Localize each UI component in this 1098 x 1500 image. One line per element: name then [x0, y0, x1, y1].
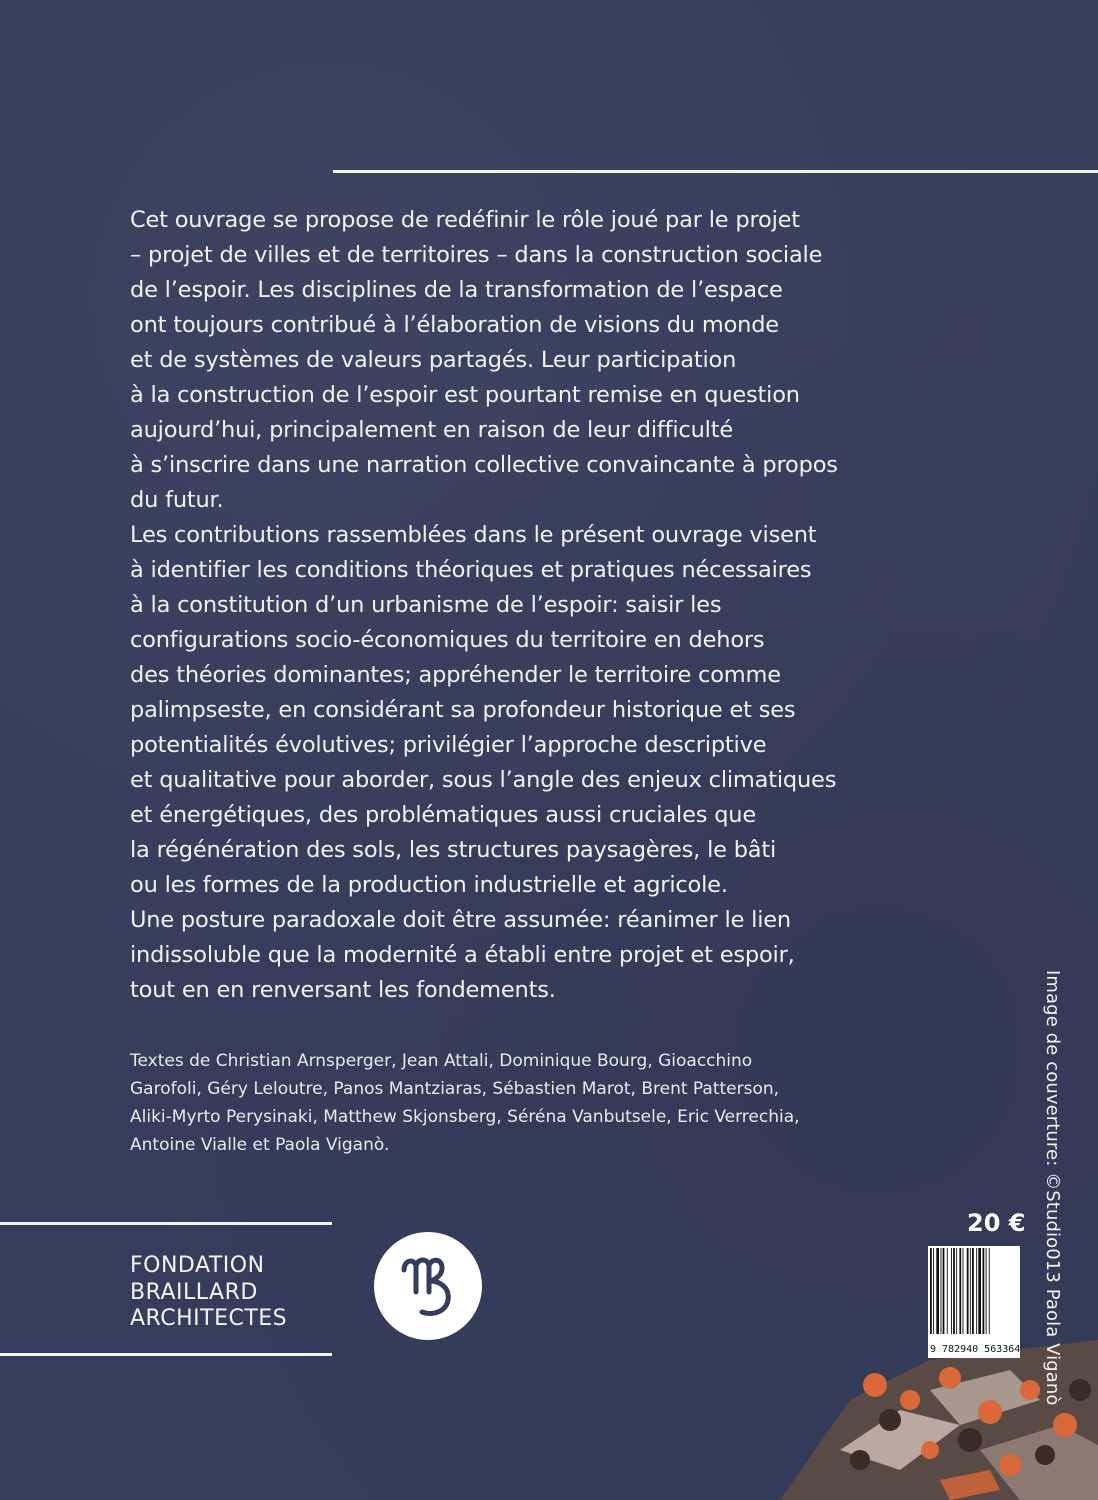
- description-line: du futur.: [130, 487, 224, 513]
- barcode-bar: [986, 1248, 987, 1334]
- authors-list: [130, 1047, 890, 1159]
- publisher-logo-icon: [374, 1232, 482, 1340]
- description-line: et qualitative pour aborder, sous l’angle des enjeux climatiques: [130, 767, 837, 793]
- authors-line: Textes de Christian Arnsperger, Jean Attali, Dominique Bourg, Gioacchino: [130, 1051, 753, 1071]
- publisher-top-divider: [0, 1222, 332, 1225]
- barcode-bar: [972, 1248, 974, 1334]
- description-line: ont toujours contribué à l’élaboration de visions du monde: [130, 312, 779, 338]
- top-divider: [333, 170, 1098, 173]
- barcode-bar: [970, 1248, 971, 1334]
- barcode-bar: [967, 1248, 969, 1334]
- publisher-line: ARCHITECTES: [130, 1306, 288, 1331]
- publisher-line: FONDATION: [130, 1253, 265, 1278]
- barcode-bar: [978, 1248, 981, 1334]
- description-line: Cet ouvrage se propose de redéfinir le rôle joué par le projet: [130, 207, 800, 233]
- price-label: 20 €: [967, 1209, 1026, 1237]
- barcode-bar: [989, 1248, 990, 1334]
- description-line: potentialités évolutives; privilégier l’approche descriptive: [130, 732, 767, 758]
- description-line: aujourd’hui, principalement en raison de leur difficulté: [130, 417, 733, 443]
- description-line: la régénération des sols, les structures paysagères, le bâti: [130, 837, 777, 863]
- barcode-bar: [936, 1248, 939, 1334]
- authors-line: Aliki-Myrto Perysinaki, Matthew Skjonsberg, Séréna Vanbutsele, Eric Verrechia,: [130, 1107, 800, 1127]
- cover-credit: Image de couverture: ©Studio013 Paola Viganò: [1042, 970, 1063, 1406]
- barcode-bar: [930, 1248, 932, 1334]
- publisher-line: BRAILLARD: [130, 1279, 258, 1305]
- description-line: à la constitution d’un urbanisme de l’espoir: saisir les: [130, 592, 722, 618]
- publisher-bottom-divider: [0, 1353, 332, 1356]
- description-line: ou les formes de la production industrielle et agricole.: [130, 872, 728, 898]
- description-line: – projet de villes et de territoires – dans la construction sociale: [130, 242, 823, 268]
- authors-line: Garofoli, Géry Leloutre, Panos Mantziaras, Sébastien Marot, Brent Patterson,: [130, 1079, 780, 1099]
- isbn-digits: 9 782940 563364: [930, 1344, 1020, 1355]
- barcode-bar: [963, 1248, 964, 1334]
- barcode-bar: [933, 1248, 934, 1334]
- barcode-bar: [956, 1248, 957, 1334]
- barcode-bar: [953, 1248, 955, 1334]
- description-line: palimpseste, en considérant sa profondeur historique et ses: [130, 697, 796, 723]
- publisher-name: [130, 1253, 287, 1333]
- isbn-barcode: [928, 1246, 1020, 1358]
- description-line: à la construction de l’espoir est pourtant remise en question: [130, 382, 800, 408]
- barcode-bar: [951, 1248, 952, 1334]
- description-line: à identifier les conditions théoriques et pratiques nécessaires: [130, 557, 812, 583]
- barcode-bar: [943, 1248, 945, 1334]
- description-line: et énergétiques, des problématiques aussi cruciales que: [130, 802, 756, 828]
- barcode-bar: [976, 1248, 977, 1334]
- barcode-bar: [983, 1248, 985, 1334]
- authors-line: Antoine Vialle et Paola Viganò.: [130, 1135, 390, 1155]
- description-line: à s’inscrire dans une narration collective convaincante à propos: [130, 452, 838, 478]
- description-line: indissoluble que la modernité a établi entre projet et espoir,: [130, 942, 795, 968]
- barcode-bars: [928, 1246, 1020, 1358]
- description-line: et de systèmes de valeurs partagés. Leur participation: [130, 347, 737, 373]
- description-text: [130, 203, 890, 1008]
- description-line: tout en en renversant les fondements.: [130, 977, 556, 1003]
- barcode-bar: [959, 1248, 961, 1334]
- description-line: de l’espoir. Les disciplines de la transformation de l’espace: [130, 277, 783, 303]
- barcode-bar: [941, 1248, 942, 1334]
- description-line: configurations socio-économiques du territoire en dehors: [130, 627, 765, 653]
- barcode-bar: [947, 1248, 948, 1334]
- description-line: Une posture paradoxale doit être assumée: réanimer le lien: [130, 907, 791, 933]
- description-line: Les contributions rassemblées dans le présent ouvrage visent: [130, 522, 817, 548]
- description-line: des théories dominantes; appréhender le territoire comme: [130, 662, 781, 688]
